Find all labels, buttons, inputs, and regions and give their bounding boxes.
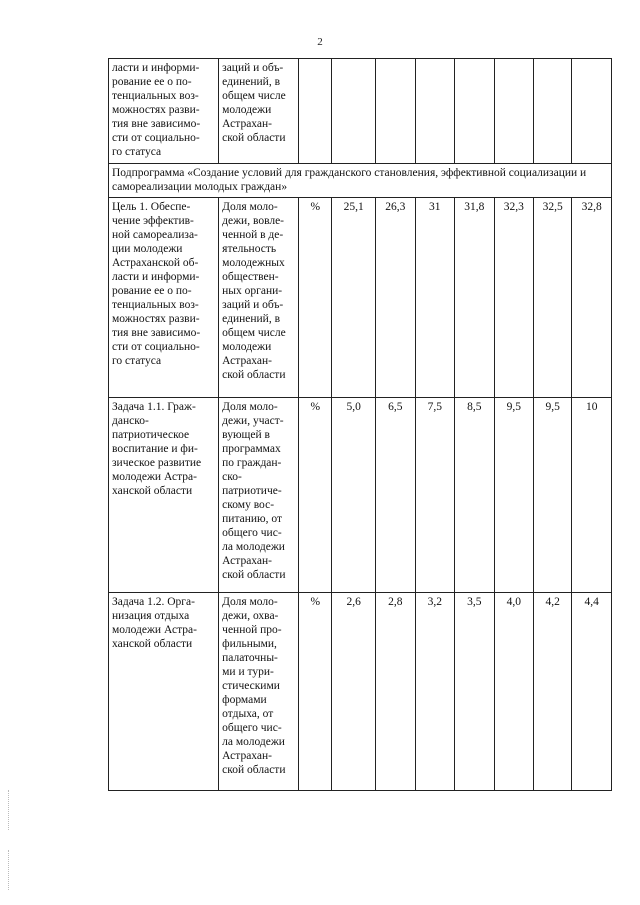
table-row	[109, 59, 612, 164]
indicators-table	[108, 58, 612, 791]
value-cell	[455, 59, 494, 164]
cell-line: формами	[222, 694, 267, 706]
cell-line: молодежи	[222, 104, 272, 116]
cell-line: палаточны-	[222, 652, 278, 664]
cell-line: дежи, охва-	[222, 610, 279, 622]
value-cell: 9,5	[494, 398, 533, 593]
cell-line: ных органи-	[222, 285, 283, 297]
table-row	[109, 198, 612, 398]
cell-line: рование ее о по-	[112, 285, 192, 297]
cell-line: воспитание и фи-	[112, 443, 198, 455]
indicator-cell	[219, 198, 299, 398]
cell-line: низация отдыха	[112, 610, 190, 622]
value-cell: 9,5	[534, 398, 572, 593]
value-cell	[376, 59, 415, 164]
value-cell: 31,8	[455, 198, 494, 398]
cell-line: Задача 1.1. Граж-	[112, 401, 196, 413]
value-cell: 10	[572, 398, 612, 593]
cell-line: заций и объ-	[222, 62, 284, 74]
cell-line: Доля моло-	[222, 201, 278, 213]
cell-line: Цель 1. Обеспе-	[112, 201, 191, 213]
page-number: 2	[317, 36, 323, 48]
cell-line: ханской области	[112, 638, 193, 650]
goal-cell	[109, 59, 219, 164]
cell-line: зическое развитие	[112, 457, 202, 469]
cell-line: Астрахан-	[222, 355, 272, 367]
subprogram-row	[109, 164, 612, 198]
margin-scan-mark	[8, 790, 10, 830]
cell-line: общем числе	[222, 327, 286, 339]
margin-scan-mark	[8, 850, 10, 890]
value-cell	[534, 59, 572, 164]
cell-line: ции молодежи	[112, 243, 183, 255]
subprogram-title: Подпрограмма «Создание условий для гражданского становления, эффективной социализации и самореализации молодых граждан»	[109, 164, 612, 198]
goal-cell	[109, 198, 219, 398]
cell-line: данско-	[112, 415, 149, 427]
cell-line: программах	[222, 443, 281, 455]
cell-line: заций и объ-	[222, 299, 284, 311]
goal-cell	[109, 593, 219, 791]
cell-line: ско-	[222, 471, 242, 483]
value-cell	[572, 59, 612, 164]
value-cell: 4,0	[494, 593, 533, 791]
cell-line: дежи, вовле-	[222, 215, 285, 227]
cell-line: по граждан-	[222, 457, 282, 469]
value-cell: 5,0	[332, 398, 376, 593]
value-cell: 31	[415, 198, 454, 398]
cell-line: сти от социально-	[112, 132, 200, 144]
cell-line: молодежных	[222, 257, 285, 269]
value-cell: 32,5	[534, 198, 572, 398]
value-cell: 25,1	[332, 198, 376, 398]
cell-line: го статуса	[112, 146, 162, 158]
cell-line: патриотиче-	[222, 485, 282, 497]
value-cell: 8,5	[455, 398, 494, 593]
cell-line: тенциальных воз-	[112, 299, 199, 311]
cell-line: молодежи Астра-	[112, 624, 197, 636]
cell-line: Астраханской об-	[112, 257, 199, 269]
cell-line: скому вос-	[222, 499, 275, 511]
value-cell: 32,3	[494, 198, 533, 398]
indicator-cell	[219, 398, 299, 593]
cell-line: можностях разви-	[112, 104, 200, 116]
cell-line: единений, в	[222, 76, 281, 88]
value-cell: 26,3	[376, 198, 415, 398]
cell-line: ласти и информи-	[112, 271, 200, 283]
indicator-cell	[219, 593, 299, 791]
unit-cell: %	[299, 198, 332, 398]
cell-line: единений, в	[222, 313, 281, 325]
cell-line: Задача 1.2. Орга-	[112, 596, 195, 608]
value-cell: 32,8	[572, 198, 612, 398]
cell-line: фильными,	[222, 638, 277, 650]
cell-line: патриотическое	[112, 429, 190, 441]
cell-line: ми и тури-	[222, 666, 274, 678]
cell-line: отдыха, от	[222, 708, 274, 720]
cell-line: общем числе	[222, 90, 286, 102]
unit-cell	[299, 59, 332, 164]
cell-line: ченной про-	[222, 624, 282, 636]
value-cell	[415, 59, 454, 164]
cell-line: Астрахан-	[222, 118, 272, 130]
cell-line: ла молодежи	[222, 736, 285, 748]
cell-line: Доля моло-	[222, 596, 278, 608]
cell-line: ятельность	[222, 243, 277, 255]
cell-line: Доля моло-	[222, 401, 278, 413]
indicator-cell	[219, 59, 299, 164]
cell-line: ласти и информи-	[112, 62, 200, 74]
value-cell: 4,2	[534, 593, 572, 791]
value-cell: 2,6	[332, 593, 376, 791]
cell-line: тия вне зависимо-	[112, 327, 201, 339]
value-cell: 7,5	[415, 398, 454, 593]
cell-line: можностях разви-	[112, 313, 200, 325]
cell-line: обществен-	[222, 271, 279, 283]
cell-line: рование ее о по-	[112, 76, 192, 88]
value-cell: 6,5	[376, 398, 415, 593]
table-row	[109, 593, 612, 791]
table-row	[109, 398, 612, 593]
cell-line: ской области	[222, 369, 286, 381]
cell-line: ской области	[222, 132, 286, 144]
cell-line: го статуса	[112, 355, 162, 367]
cell-line: ла молодежи	[222, 541, 285, 553]
cell-line: ханской области	[112, 485, 193, 497]
cell-line: питанию, от	[222, 513, 283, 525]
value-cell: 4,4	[572, 593, 612, 791]
value-cell: 2,8	[376, 593, 415, 791]
cell-line: молодежи	[222, 341, 272, 353]
goal-cell	[109, 398, 219, 593]
cell-line: стическими	[222, 680, 280, 692]
cell-line: тия вне зависимо-	[112, 118, 201, 130]
cell-line: ской области	[222, 569, 286, 581]
cell-line: общего чис-	[222, 527, 282, 539]
cell-line: ченной в де-	[222, 229, 284, 241]
cell-line: Астрахан-	[222, 750, 272, 762]
cell-line: чение эффектив-	[112, 215, 194, 227]
cell-line: ной самореализа-	[112, 229, 198, 241]
cell-line: ской области	[222, 764, 286, 776]
value-cell	[332, 59, 376, 164]
cell-line: общего чис-	[222, 722, 282, 734]
value-cell: 3,5	[455, 593, 494, 791]
value-cell: 3,2	[415, 593, 454, 791]
value-cell	[494, 59, 533, 164]
cell-line: тенциальных воз-	[112, 90, 199, 102]
cell-line: молодежи Астра-	[112, 471, 197, 483]
unit-cell: %	[299, 398, 332, 593]
cell-line: сти от социально-	[112, 341, 200, 353]
unit-cell: %	[299, 593, 332, 791]
cell-line: вующей в	[222, 429, 270, 441]
cell-line: дежи, участ-	[222, 415, 284, 427]
cell-line: Астрахан-	[222, 555, 272, 567]
